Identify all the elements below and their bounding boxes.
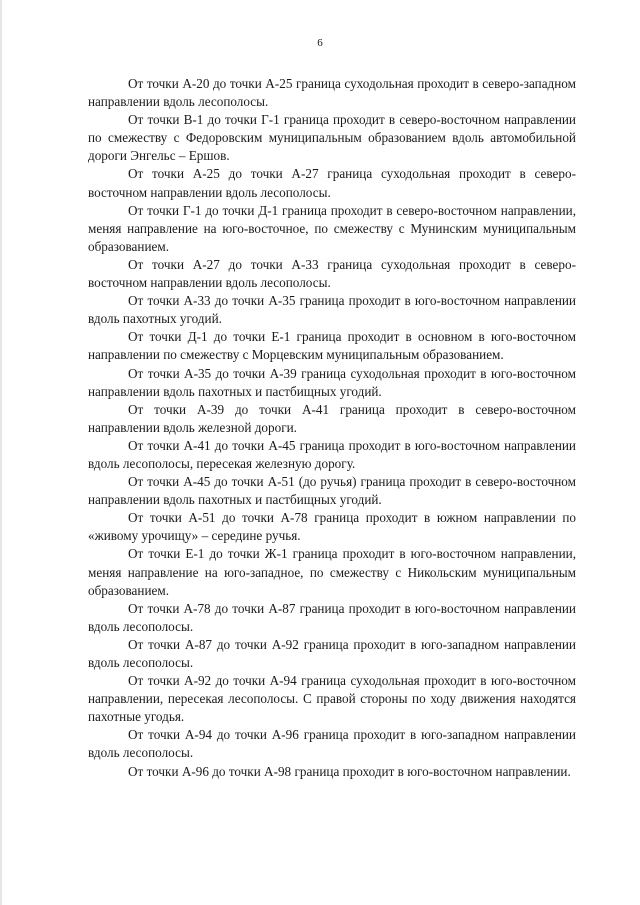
paragraph: От точки А-35 до точки А-39 граница суходольная проходит в юго-восточном направлении вдоль пахотных и пастбищных угодий. bbox=[88, 365, 576, 399]
paragraph: От точки А-27 до точки А-33 граница суходольная проходит в северо-восточном направлении вдоль лесополосы. bbox=[88, 256, 576, 291]
paragraph: От точки А-96 до точки А-98 граница проходит в юго-восточном направлении. bbox=[128, 763, 571, 779]
paragraph: От точки А-25 до точки А-27 граница суходольная проходит в северо-восточном направлении вдоль лесополосы. bbox=[88, 166, 576, 200]
paragraph: От точки А-20 до точки А-25 граница суходольная проходит в северо-западном направлении вдоль лесополосы. bbox=[88, 76, 576, 110]
paragraph: От точки А-92 до точки А-94 граница суходольная проходит в юго-восточном направлении, пересекая лесополосы. С правой стороны по ходу движения находятся пахотные угодья. bbox=[88, 673, 576, 725]
paragraph: От точки А-87 до точки А-92 граница проходит в юго-западном направлении вдоль лесополосы. bbox=[88, 636, 576, 670]
paragraph: От точки Е-1 до точки Ж-1 граница проходит в юго-восточном направлении, меняя направление на юго-западное, по смежеству с Никольским муниципальным образованием. bbox=[88, 546, 576, 598]
page-number: 6 bbox=[317, 37, 323, 49]
paragraph: От точки А-51 до точки А-78 граница проходит в южном направлении по «живому урочищу» – середине ручья. bbox=[88, 510, 576, 544]
paragraph: От точки Г-1 до точки Д-1 граница проходит в северо-восточном направлении, меняя направление на юго-восточное, по смежеству с Мунинским муниципальным образованием. bbox=[88, 202, 576, 254]
paragraph: От точки В-1 до точки Г-1 граница проходит в северо-восточном направлении по смежеству с Федоровским муниципальным образованием вдоль автомобильной дороги Энгельс – Ершов. bbox=[88, 112, 576, 164]
document-body bbox=[88, 75, 576, 781]
paragraph: От точки А-33 до точки А-35 граница проходит в юго-восточном направлении вдоль пахотных угодий. bbox=[88, 293, 576, 327]
scan-edge bbox=[0, 0, 2, 905]
paragraph: От точки А-78 до точки А-87 граница проходит в юго-восточном направлении вдоль лесополосы. bbox=[88, 600, 576, 634]
paragraph: От точки Д-1 до точки Е-1 граница проходит в основном в юго-восточном направлении по смежеству с Морцевским муниципальным образованием. bbox=[88, 329, 576, 363]
paragraph: От точки А-94 до точки А-96 граница проходит в юго-западном направлении вдоль лесополосы. bbox=[88, 727, 576, 761]
paragraph: От точки А-39 до точки А-41 граница проходит в северо-восточном направлении вдоль железной дороги. bbox=[88, 401, 576, 435]
paragraph: От точки А-45 до точки А-51 (до ручья) граница проходит в северо-восточном направлении вдоль пахотных и пастбищных угодий. bbox=[88, 474, 576, 508]
paragraph: От точки А-41 до точки А-45 граница проходит в юго-восточном направлении вдоль лесополосы, пересекая железную дорогу. bbox=[88, 437, 576, 471]
